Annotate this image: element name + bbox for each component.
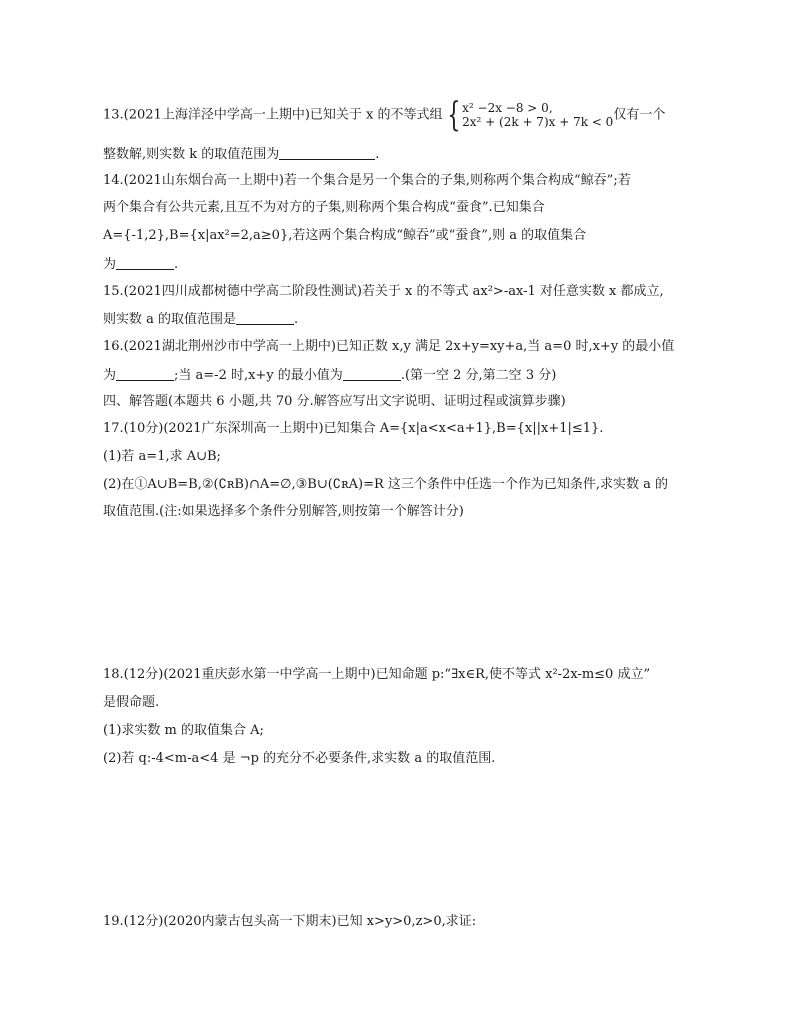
q18-line1: 18.(12分)(2021重庆彭水第一中学高一上期中)已知命题 p:“∃x∈R,使不等式 x²-2x-m≤0 成立” [103,667,651,682]
q14-answer-blank[interactable] [116,255,174,270]
q18-line3: (1)求实数 m 的取值集合 A; [103,723,264,738]
q13-line2-end: . [375,147,380,162]
q13-line1 [103,95,666,135]
section-4-heading: 四、解答题(本题共 6 小题,共 70 分.解答应写出文字说明、证明过程或演算步骤) [103,394,566,409]
q14-line4-text: 为 [103,257,117,272]
q15-answer-blank[interactable] [236,310,294,325]
q14-line4 [103,255,178,274]
q13-inequality-system [443,95,614,135]
q13-prefix: 13.(2021上海洋泾中学高一上期中)已知关于 x 的不等式组 [103,107,443,123]
q14-line1: 14.(2021山东烟台高一上期中)若一个集合是另一个集合的子集,则称两个集合构成“鲸吞”;若 [103,173,631,188]
q17-line4: 取值范围.(注:如果选择多个条件分别解答,则按第一个解答计分) [103,504,464,519]
q17-line3: (2)在①A∪B=B,②(∁ʀB)∩A=∅,③B∪(∁ʀA)=R 这三个条件中任选一个作为已知条件,求实数 a 的 [103,477,669,492]
q16-line2-part3: .(第一空 2 分,第二空 3 分) [400,368,557,383]
q13-line2 [103,145,379,164]
q13-ineq2: 2x² + (2k + 7)x + 7k < 0 [462,115,614,129]
q15-line2-end: . [294,312,299,327]
brace-icon: { [446,95,460,135]
q16-line1: 16.(2021湖北荆州沙市中学高一上期中)已知正数 x,y 满足 2x+y=xy+a,当 a=0 时,x+y 的最小值 [103,339,675,354]
q13-answer-blank[interactable] [279,145,375,160]
q16-line2-part2: ;当 a=-2 时,x+y 的最小值为 [174,368,343,383]
q13-suffix: 仅有一个 [613,107,666,123]
q14-line4-end: . [174,257,179,272]
q17-line1: 17.(10分)(2021广东深圳高一上期中)已知集合 A={x|a<x<a+1},B={x||x+1|≤1}. [103,421,604,436]
q13-line2-text: 整数解,则实数 k 的取值范围为 [103,147,280,162]
q16-line2 [103,366,556,385]
q13-ineq1: x² −2x −8 > 0, [462,101,553,115]
q14-line3: A={-1,2},B={x|ax²=2,a≥0},若这两个集合构成“鲸吞”或“蚕食”,则 a 的取值集合 [103,228,587,243]
q15-line1: 15.(2021四川成都树德中学高二阶段性测试)若关于 x 的不等式 ax²>-ax-1 对任意实数 x 都成立, [103,284,664,299]
q16-answer-blank-1[interactable] [116,366,174,381]
q15-line2 [103,310,298,329]
q19-line1: 19.(12分)(2020内蒙古包头高一下期末)已知 x>y>0,z>0,求证: [103,914,477,929]
q16-answer-blank-2[interactable] [343,366,401,381]
q18-line4: (2)若 q:-4<m-a<4 是 ¬p 的充分不必要条件,求实数 a 的取值范围. [103,751,496,766]
q15-line2-text: 则实数 a 的取值范围是 [103,312,237,327]
q14-line2: 两个集合有公共元素,且互不为对方的子集,则称两个集合构成“蚕食”.已知集合 [103,200,545,215]
q17-line2: (1)若 a=1,求 A∪B; [103,449,221,464]
q16-line2-part1: 为 [103,368,117,383]
q18-line2: 是假命题. [103,695,160,710]
